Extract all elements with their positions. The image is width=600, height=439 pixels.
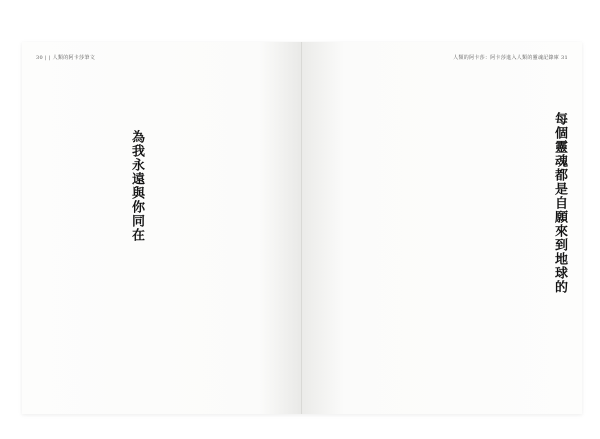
right-body (348, 112, 538, 392)
left-section-heading: 為我永遠與你同在 (129, 130, 144, 242)
right-section-heading: 每個靈魂都是自願來到地球的 (552, 112, 567, 294)
left-page (22, 42, 302, 414)
right-running-head: 人類的阿卡莎：阿卡莎進入人類的靈魂記錄庫 31 (453, 55, 568, 61)
left-running-head: 30 | | 人類的阿卡莎筆文 (36, 55, 96, 61)
book-spread (22, 42, 582, 414)
right-page (302, 42, 582, 414)
left-body-tail (38, 128, 120, 378)
left-body-main (146, 128, 296, 378)
